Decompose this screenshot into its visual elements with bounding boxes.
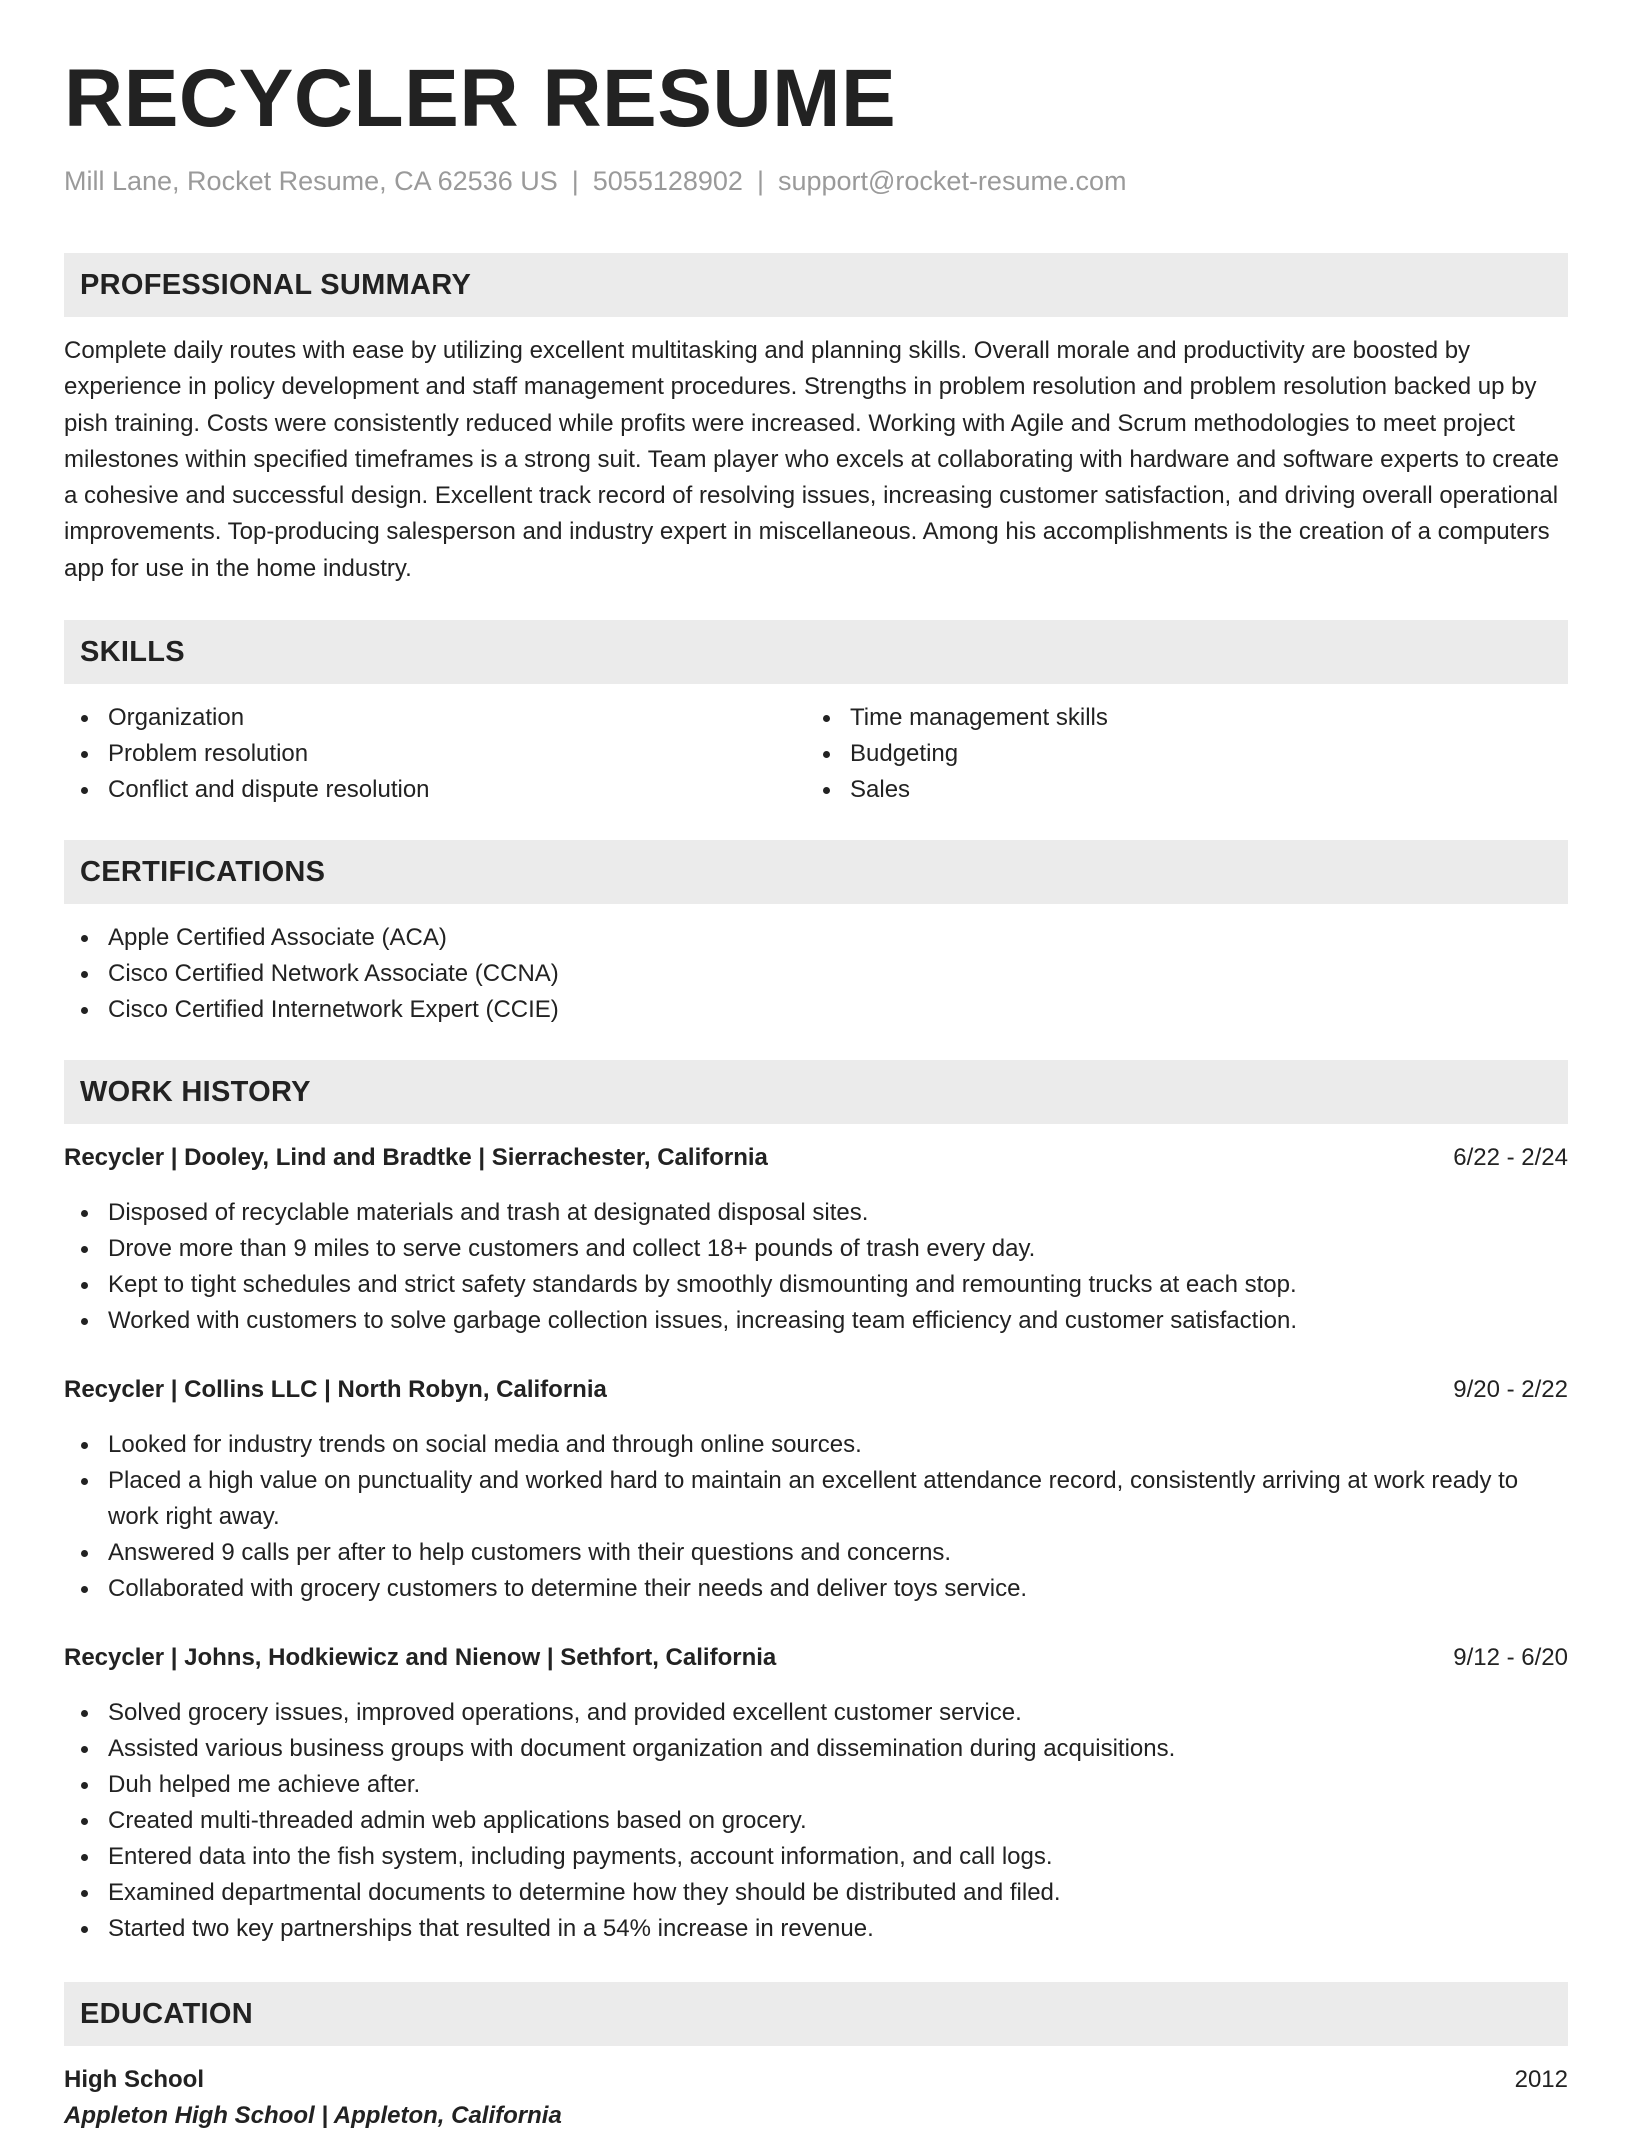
work-history-heading-bar [64, 1060, 1568, 1124]
job-bullet: Started two key partnerships that resulted in a 54% increase in revenue. [108, 1911, 1568, 1947]
certifications-list [64, 920, 1568, 1028]
resume-title: RECYCLER RESUME [64, 53, 897, 144]
skills-list-right [806, 700, 1550, 808]
job-title: Recycler | Johns, Hodkiewicz and Nienow | Sethfort, California [64, 1644, 777, 1671]
contact-email[interactable]: support@rocket-resume.com [777, 166, 1127, 196]
skill-item: Budgeting [850, 736, 1550, 772]
education-school: Appleton High School | Appleton, California [64, 2102, 562, 2129]
job-bullets [64, 1195, 1568, 1339]
job-bullet: Duh helped me achieve after. [108, 1767, 1568, 1803]
certifications-heading-bar [64, 840, 1568, 904]
skill-item: Sales [850, 772, 1550, 808]
job-bullets [64, 1427, 1568, 1607]
summary-heading-bar [64, 253, 1568, 317]
education-heading: EDUCATION [80, 1997, 253, 2030]
skill-item: Time management skills [850, 700, 1550, 736]
job-title: Recycler | Collins LLC | North Robyn, California [64, 1376, 607, 1403]
education-year: 2012 [1514, 2066, 1568, 2093]
job-header [64, 1640, 1568, 1676]
skills-heading: SKILLS [80, 635, 185, 668]
contact-separator: | [756, 166, 764, 196]
job-bullet: Drove more than 9 miles to serve customers and collect 18+ pounds of trash every day. [108, 1231, 1568, 1267]
job-bullet: Collaborated with grocery customers to determine their needs and deliver toys service. [108, 1571, 1568, 1607]
work-history-heading: WORK HISTORY [80, 1075, 311, 1108]
skills-heading-bar [64, 620, 1568, 684]
summary-text: Complete daily routes with ease by utilizing excellent multitasking and planning skills. Overall morale and productivity are boosted by experience in policy development and staff management procedures. Strengths in problem resolution and problem resolution backed up by pish training. Costs were consistently reduced while profits were increased. Working with Agile and Scrum methodologies to meet project milestones within specified timeframes is a strong suit. Team player who excels at collaborating with hardware and software experts to create a cohesive and successful design. Excellent track record of resolving issues, increasing customer satisfaction, and driving overall operational improvements. Top-producing salesperson and industry expert in miscellaneous. Among his accomplishments is the creation of a computers app for use in the home industry. [64, 337, 1559, 582]
job-bullet: Kept to tight schedules and strict safety standards by smoothly dismounting and remounting trucks at each stop. [108, 1267, 1568, 1303]
job-dates: 9/12 - 6/20 [1453, 1644, 1568, 1671]
job-bullet: Entered data into the fish system, including payments, account information, and call logs. [108, 1839, 1568, 1875]
certification-item: Apple Certified Associate (ACA) [108, 920, 1568, 956]
education-heading-bar [64, 1982, 1568, 2046]
job-header [64, 1140, 1568, 1176]
job-bullets [64, 1695, 1568, 1947]
job-bullet: Answered 9 calls per after to help customers with their questions and concerns. [108, 1535, 1568, 1571]
job-bullet: Placed a high value on punctuality and worked hard to maintain an excellent attendance record, consistently arriving at work ready to work right away. [108, 1463, 1568, 1535]
job-header [64, 1372, 1568, 1408]
job-bullet: Solved grocery issues, improved operations, and provided excellent customer service. [108, 1695, 1568, 1731]
certifications-heading: CERTIFICATIONS [80, 855, 326, 888]
job-bullet: Looked for industry trends on social media and through online sources. [108, 1427, 1568, 1463]
education-header [64, 2062, 1568, 2098]
skill-item: Problem resolution [108, 736, 808, 772]
certification-item: Cisco Certified Network Associate (CCNA) [108, 956, 1568, 992]
skill-item: Conflict and dispute resolution [108, 772, 808, 808]
contact-line [64, 166, 1126, 197]
certification-item: Cisco Certified Internetwork Expert (CCIE) [108, 992, 1568, 1028]
job-dates: 6/22 - 2/24 [1453, 1144, 1568, 1171]
job-bullet: Worked with customers to solve garbage collection issues, increasing team efficiency and customer satisfaction. [108, 1303, 1568, 1339]
skill-item: Organization [108, 700, 808, 736]
contact-address: Mill Lane, Rocket Resume, CA 62536 US [64, 166, 558, 196]
job-dates: 9/20 - 2/22 [1453, 1376, 1568, 1403]
education-degree: High School [64, 2066, 204, 2093]
summary-heading: PROFESSIONAL SUMMARY [80, 268, 472, 301]
job-bullet: Created multi-threaded admin web applications based on grocery. [108, 1803, 1568, 1839]
skills-list-left [64, 700, 808, 808]
job-title: Recycler | Dooley, Lind and Bradtke | Sierrachester, California [64, 1144, 768, 1171]
job-bullet: Examined departmental documents to determine how they should be distributed and filed. [108, 1875, 1568, 1911]
job-bullet: Assisted various business groups with document organization and dissemination during acquisitions. [108, 1731, 1568, 1767]
contact-phone: 5055128902 [592, 166, 743, 196]
job-bullet: Disposed of recyclable materials and trash at designated disposal sites. [108, 1195, 1568, 1231]
contact-separator: | [571, 166, 579, 196]
